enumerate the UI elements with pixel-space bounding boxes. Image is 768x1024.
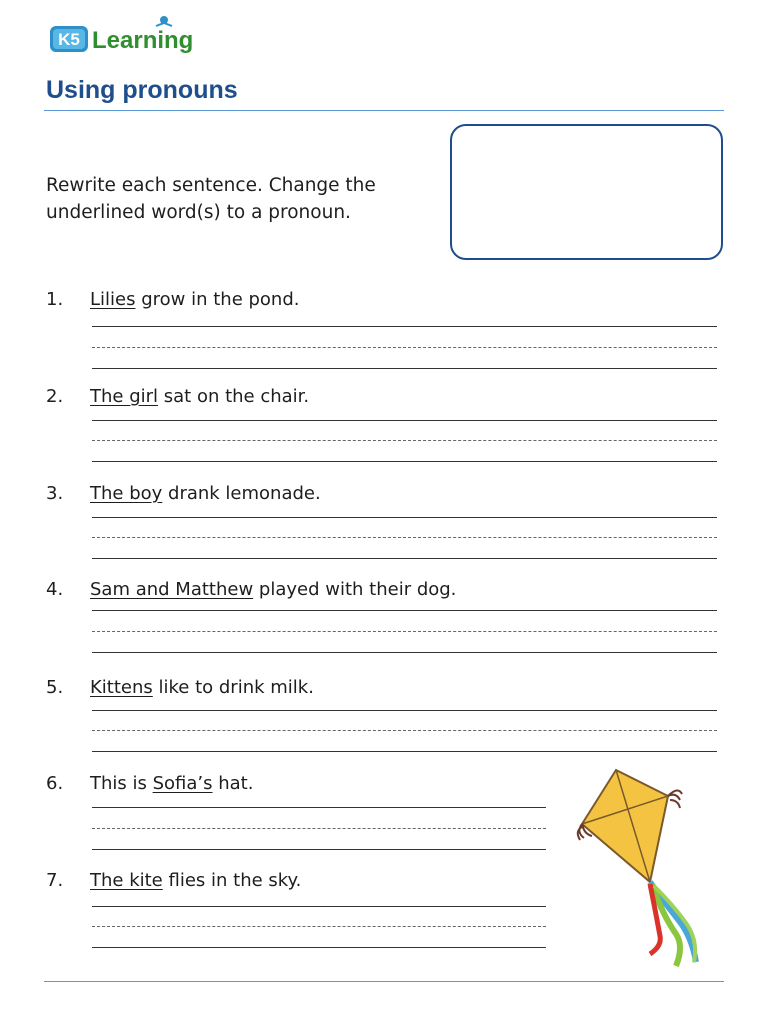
writing-line-top[interactable]	[92, 326, 717, 327]
writing-line-bottom[interactable]	[92, 461, 717, 462]
question-text: Lilies grow in the pond.	[90, 289, 300, 310]
question-number: 1.	[46, 289, 64, 310]
question-text: The boy drank lemonade.	[90, 483, 321, 504]
writing-line-middle	[92, 828, 546, 829]
writing-line-top[interactable]	[92, 420, 717, 421]
logo-badge-text: K5	[58, 30, 80, 49]
question-number: 5.	[46, 677, 64, 698]
writing-line-middle	[92, 440, 717, 441]
writing-line-middle	[92, 347, 717, 348]
writing-line-top[interactable]	[92, 807, 546, 808]
question-text: The girl sat on the chair.	[90, 386, 310, 407]
writing-line-bottom[interactable]	[92, 751, 717, 752]
writing-line-bottom[interactable]	[92, 558, 717, 559]
underlined-word: The girl	[90, 386, 159, 407]
logo-brand-text: Learning	[92, 27, 194, 54]
question-number: 7.	[46, 870, 64, 891]
writing-line-top[interactable]	[92, 517, 717, 518]
underlined-word: The kite	[90, 870, 163, 891]
footer-divider	[44, 981, 724, 982]
underlined-word: Sam and Matthew	[90, 579, 254, 600]
question-text: Sam and Matthew played with their dog.	[90, 579, 457, 600]
question-number: 4.	[46, 579, 64, 600]
underlined-word: The boy	[90, 483, 163, 504]
underlined-word: Kittens	[90, 677, 153, 698]
instructions: Rewrite each sentence. Change the underlined word(s) to a pronoun.	[46, 175, 376, 223]
writing-line-bottom[interactable]	[92, 849, 546, 850]
writing-line-middle	[92, 537, 717, 538]
writing-line-middle	[92, 631, 717, 632]
writing-line-middle	[92, 926, 546, 927]
title-divider	[44, 110, 724, 111]
page-title: Using pronouns	[46, 76, 238, 104]
kite-illustration	[572, 766, 722, 976]
question-text: Kittens like to drink milk.	[90, 677, 314, 698]
question-text: This is Sofia’s hat.	[90, 773, 254, 794]
underlined-word: Lilies	[90, 289, 136, 310]
question-number: 6.	[46, 773, 64, 794]
question-text: The kite flies in the sky.	[90, 870, 302, 891]
underlined-word: Sofia’s	[152, 773, 213, 794]
writing-line-bottom[interactable]	[92, 368, 717, 369]
writing-line-bottom[interactable]	[92, 652, 717, 653]
question-number: 3.	[46, 483, 64, 504]
writing-line-middle	[92, 730, 717, 731]
writing-line-top[interactable]	[92, 710, 717, 711]
writing-line-bottom[interactable]	[92, 947, 546, 948]
answer-box	[450, 124, 723, 260]
question-number: 2.	[46, 386, 64, 407]
k5-learning-logo	[48, 14, 218, 58]
writing-line-top[interactable]	[92, 610, 717, 611]
writing-line-top[interactable]	[92, 906, 546, 907]
